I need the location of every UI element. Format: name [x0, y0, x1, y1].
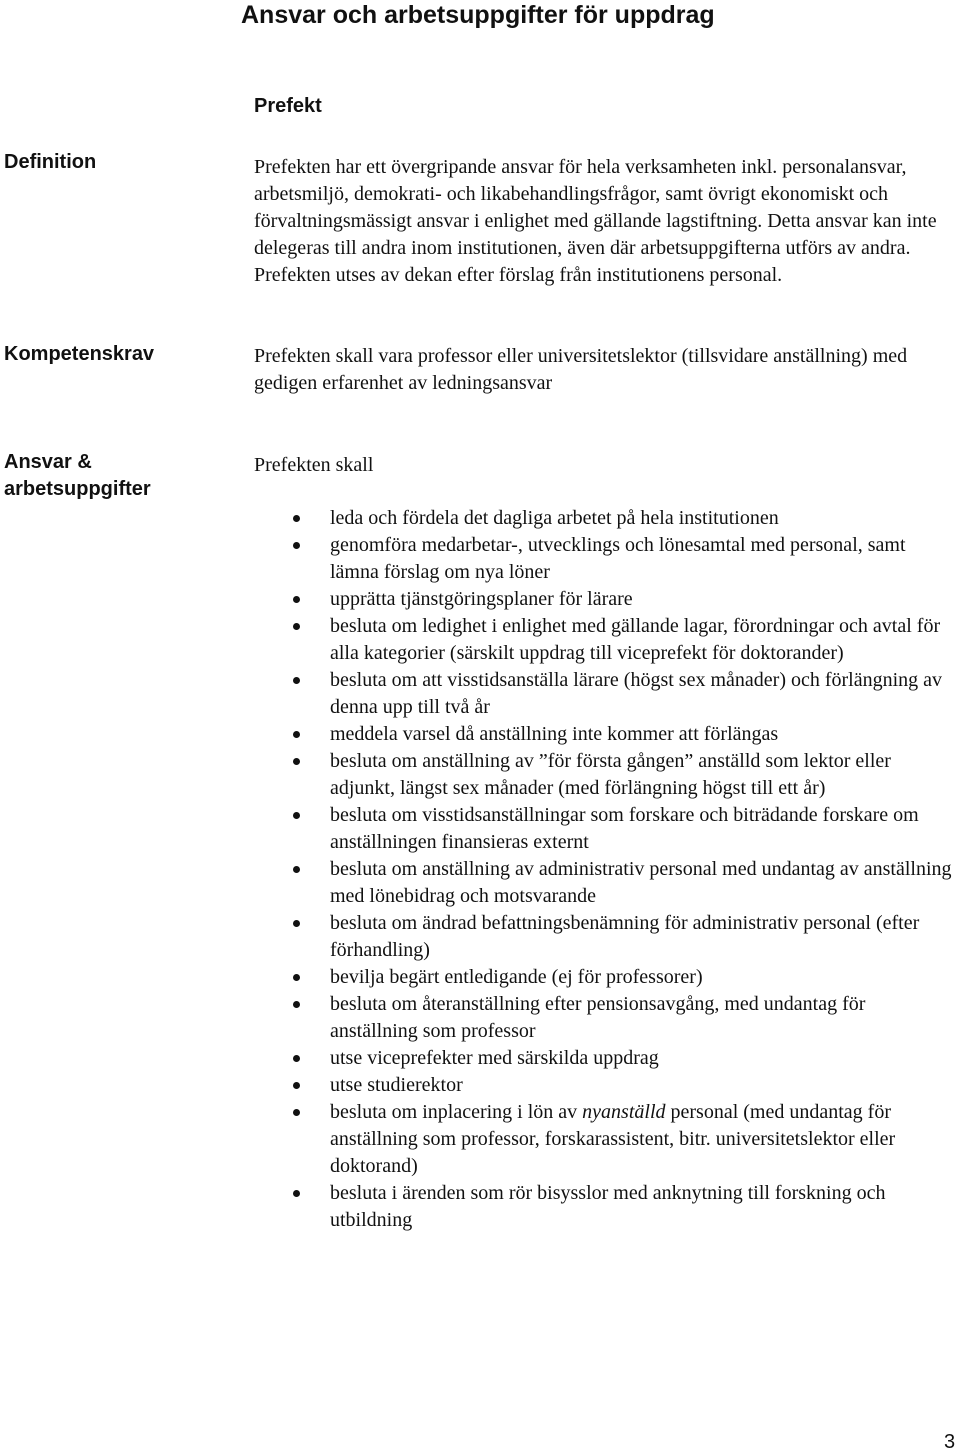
list-item: besluta i ärenden som rör bisysslor med anknytning till forskning och utbildning: [292, 1180, 952, 1234]
ansvar-lead: Prefekten skall: [254, 454, 374, 476]
emphasis-text: nyanställd: [582, 1101, 666, 1123]
list-item: upprätta tjänstgöringsplaner för lärare: [292, 586, 952, 613]
definition-text: Prefekten har ett övergripande ansvar för hela verksamheten inkl. personalansvar, arbetsmiljö, demokrati- och likabehandlingsfrågor, samt övrigt ekonomiskt och förvaltningsmässigt ansvar i enlighet med gällande lagstiftning. Detta ansvar kan inte delegeras till andra inom institutionen, även där arbetsuppgifterna utförs av andra. Prefekten utses av dekan efter förslag från institutionens personal.: [254, 156, 937, 286]
duties-list: [292, 505, 952, 1234]
list-item: besluta om visstidsanställningar som forskare och biträdande forskare om anställningen finansieras externt: [292, 802, 952, 856]
list-item: besluta om ändrad befattningsbenämning för administrativ personal (efter förhandling): [292, 910, 952, 964]
list-item: besluta om att visstidsanställa lärare (högst sex månader) och förlängning av denna upp till två år: [292, 667, 952, 721]
kompetenskrav-text: Prefekten skall vara professor eller universitetslektor (tillsvidare anställning) med gedigen erfarenhet av ledningsansvar: [254, 345, 908, 394]
list-item: utse viceprefekter med särskilda uppdrag: [292, 1045, 952, 1072]
section-heading: Prefekt: [254, 95, 322, 117]
list-item: besluta om inplacering i lön av nyanställd personal (med undantag för anställning som professor, forskarassistent, bitr. universitetslektor eller doktorand): [292, 1099, 952, 1180]
list-item: besluta om ledighet i enlighet med gällande lagar, förordningar och avtal för alla kategorier (särskilt uppdrag till viceprefekt för doktorander): [292, 613, 952, 667]
page-number: 3: [944, 1431, 956, 1453]
ansvar-label: Ansvar & arbetsuppgifter: [4, 451, 151, 500]
kompetenskrav-label: Kompetenskrav: [4, 343, 155, 365]
list-item: besluta om återanställning efter pensionsavgång, med undantag för anställning som professor: [292, 991, 952, 1045]
list-item: bevilja begärt entledigande (ej för professorer): [292, 964, 952, 991]
document-title: Ansvar och arbetsuppgifter för uppdrag: [241, 1, 715, 29]
list-item: meddela varsel då anställning inte kommer att förlängas: [292, 721, 952, 748]
list-item: besluta om anställning av ”för första gången” anställd som lektor eller adjunkt, längst sex månader (med förlängning högst till ett år): [292, 748, 952, 802]
list-item: utse studierektor: [292, 1072, 952, 1099]
definition-label: Definition: [4, 151, 97, 173]
list-item: genomföra medarbetar-, utvecklings och lönesamtal med personal, samt lämna förslag om nya löner: [292, 532, 952, 586]
list-item: besluta om anställning av administrativ personal med undantag av anställning med lönebidrag och motsvarande: [292, 856, 952, 910]
list-item: leda och fördela det dagliga arbetet på hela institutionen: [292, 505, 952, 532]
